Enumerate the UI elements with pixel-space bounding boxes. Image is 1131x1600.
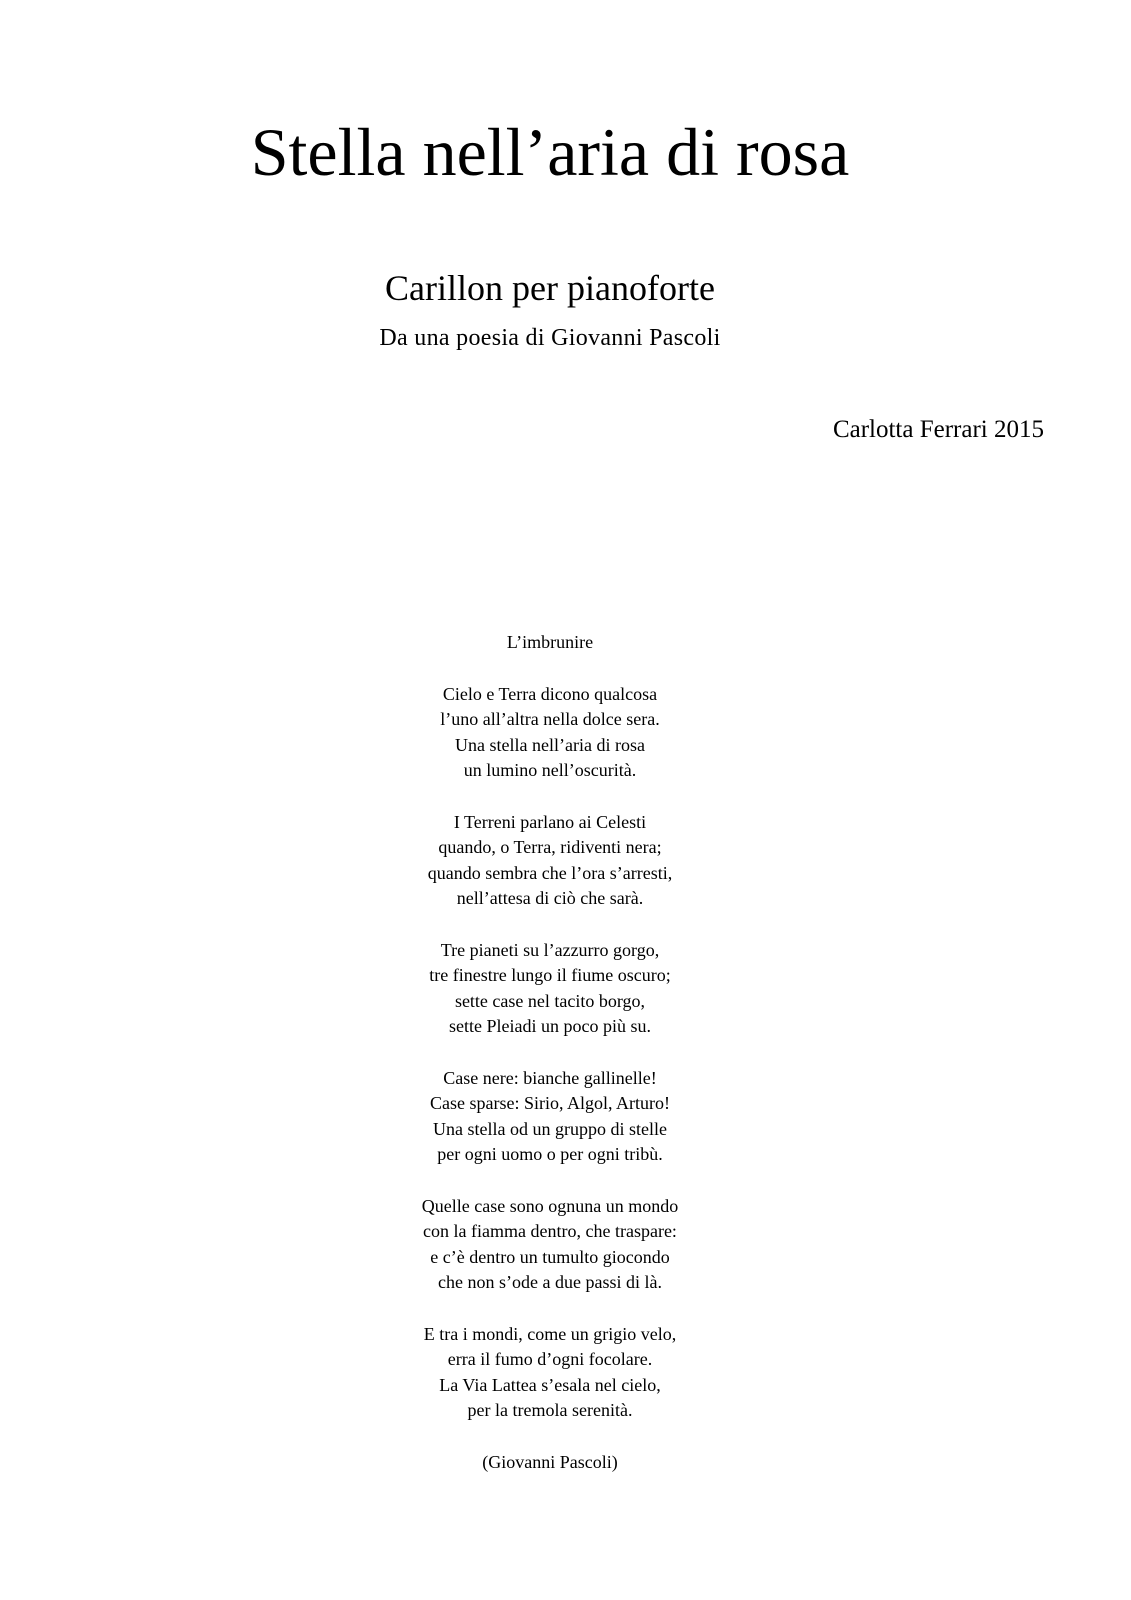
source-note: Da una poesia di Giovanni Pascoli bbox=[379, 325, 721, 351]
poem-line: e c’è dentro un tumulto giocondo bbox=[430, 1246, 670, 1267]
poem-line: I Terreni parlano ai Celesti bbox=[453, 811, 647, 832]
poem-line: Una stella nell’aria di rosa bbox=[455, 734, 645, 755]
poem-line: che non s’ode a due passi di là. bbox=[438, 1272, 662, 1292]
poem-line: Una stella od un gruppo di stelle bbox=[433, 1118, 667, 1139]
poem-line: Quelle case sono ognuna un mondo bbox=[421, 1195, 679, 1216]
poem-line: un lumino nell’oscurità. bbox=[463, 760, 637, 780]
page-title: Stella nell’aria di rosa bbox=[250, 114, 850, 190]
author-line: Carlotta Ferrari 2015 bbox=[832, 416, 1044, 443]
poem-line: l’uno all’altra nella dolce sera. bbox=[440, 709, 660, 729]
poem-line: E tra i mondi, come un grigio velo, bbox=[423, 1323, 677, 1344]
stanza-3 bbox=[0, 938, 1100, 1040]
poem-line: Case nere: bianche gallinelle! bbox=[443, 1067, 657, 1088]
stanza-5 bbox=[0, 1194, 1100, 1296]
poem bbox=[0, 630, 1100, 1475]
stanza-1 bbox=[0, 682, 1100, 784]
stanza-2 bbox=[0, 810, 1100, 912]
page-subtitle: Carillon per pianoforte bbox=[385, 268, 715, 308]
poem-line: sette case nel tacito borgo, bbox=[454, 990, 646, 1011]
poem-line: quando sembra che l’ora s’arresti, bbox=[427, 862, 673, 883]
stanza-6 bbox=[0, 1322, 1100, 1424]
poem-attribution: (Giovanni Pascoli) bbox=[482, 1451, 618, 1472]
poem-line: La Via Lattea s’esala nel cielo, bbox=[439, 1374, 661, 1395]
poem-line: erra il fumo d’ogni focolare. bbox=[447, 1349, 653, 1369]
stanza-4 bbox=[0, 1066, 1100, 1168]
poem-line: con la fiamma dentro, che traspare: bbox=[423, 1221, 677, 1241]
poem-line: sette Pleiadi un poco più su. bbox=[449, 1016, 651, 1036]
poem-line: per ogni uomo o per ogni tribù. bbox=[437, 1144, 663, 1164]
poem-line: Tre pianeti su l’azzurro gorgo, bbox=[440, 939, 660, 960]
poem-line: per la tremola serenità. bbox=[467, 1400, 633, 1420]
poem-title: L’imbrunire bbox=[506, 632, 594, 652]
poem-line: Case sparse: Sirio, Algol, Arturo! bbox=[430, 1093, 670, 1113]
poem-line: tre finestre lungo il fiume oscuro; bbox=[429, 965, 671, 985]
poem-line: Cielo e Terra dicono qualcosa bbox=[442, 683, 658, 704]
poem-line: quando, o Terra, ridiventi nera; bbox=[438, 837, 662, 857]
poem-line: nell’attesa di ciò che sarà. bbox=[456, 888, 644, 908]
